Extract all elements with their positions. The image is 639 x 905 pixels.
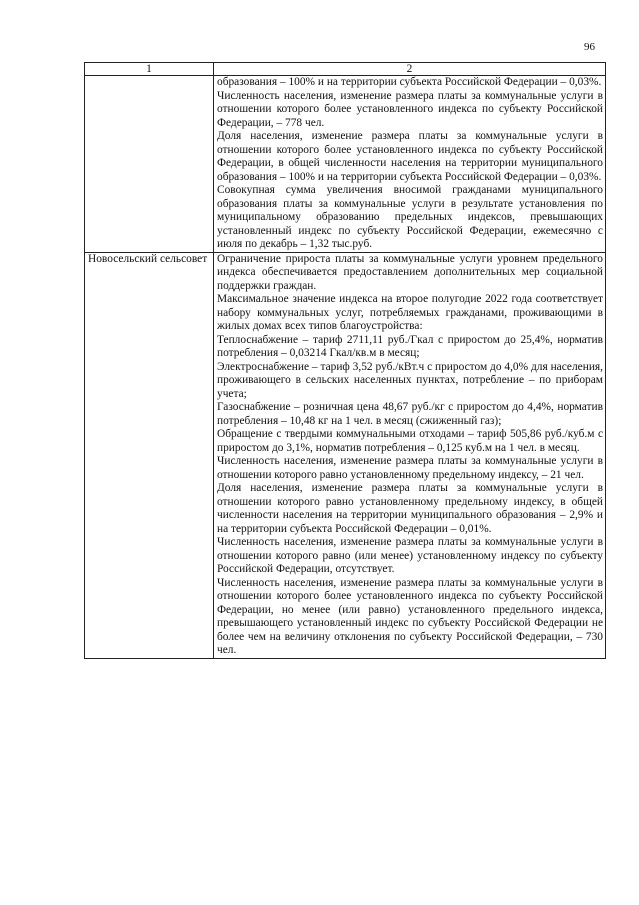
- municipal-index-table: [84, 62, 606, 659]
- region-cell-novoselsky: Новосельский сельсовет: [85, 252, 214, 658]
- paragraph: Максимальное значение индекса на второе полугодие 2022 года соответствует набору коммунальных услуг, потребляемых гражданами, проживающими в жилых домах всех типов благоустройства:: [217, 293, 603, 332]
- region-cell-continuation: [85, 76, 214, 253]
- paragraph: Электроснабжение – тариф 3,52 руб./кВт.ч с приростом до 4,0% для населения, проживающего в сельских населенных пунктах, потребление – по приборам учета;: [217, 360, 603, 400]
- table-row-continuation: [85, 76, 606, 253]
- paragraph: Доля населения, изменение размера платы за коммунальные услуги в отношении которого равно установленному предельному индексу, в общей численности населения на территории муниципального образования – 2,9% и на территории субъекта Российской Федерации – 0,01%.: [217, 482, 603, 535]
- table-row-novoselsky: [85, 252, 606, 658]
- description-cell-novoselsky: [214, 252, 606, 658]
- column-header-2: 2: [214, 63, 606, 76]
- paragraph: Совокупная сумма увеличения вносимой гражданами муниципального образования платы за коммунальные услуги в результате установления по муниципальному образованию предельных индексов, превышающих установленный индекс по субъекту Российской Федерации, ежемесячно с июля по декабрь – 1,32 тыс.руб.: [217, 184, 603, 250]
- page-number: 96: [584, 41, 595, 53]
- paragraph: образования – 100% и на территории субъекта Российской Федерации – 0,03%.: [217, 76, 602, 88]
- paragraph: Ограничение прироста платы за коммунальные услуги уровнем предельного индекса обеспечивается предоставлением дополнительных мер социальной поддержки граждан.: [217, 252, 603, 292]
- paragraph: Обращение с твердыми коммунальными отходами – тариф 505,86 руб./куб.м с приростом до 3,1%, норматив потребления – 0,125 куб.м на 1 чел. в месяц.: [217, 428, 603, 454]
- paragraph: Численность населения, изменение размера платы за коммунальные услуги в отношении которого равно установленному предельному индексу, – 21 чел.: [217, 455, 603, 481]
- column-header-1: 1: [85, 63, 214, 76]
- paragraph: Газоснабжение – розничная цена 48,67 руб./кг с приростом до 4,4%, норматив потребления – 10,48 кг на 1 чел. в месяц (сжиженный газ);: [217, 401, 603, 427]
- description-cell-continuation: [214, 76, 606, 253]
- paragraph: Численность населения, изменение размера платы за коммунальные услуги в отношении которого равно (или менее) установленному индексу по субъекту Российской Федерации, отсутствует.: [217, 536, 603, 575]
- paragraph: Доля населения, изменение размера платы за коммунальные услуги в отношении которого более установленного индекса по субъекту Российской Федерации, в общей численности населения на территории муниципального образования – 100% и на территории субъекта Российской Федерации – 0,03%.: [217, 130, 603, 183]
- paragraph: Теплоснабжение – тариф 2711,11 руб./Гкал с приростом до 25,4%, норматив потребления – 0,03214 Гкал/кв.м в месяц;: [217, 333, 603, 359]
- table-header-row: [85, 63, 606, 76]
- paragraph: Численность населения, изменение размера платы за коммунальные услуги в отношении которого более установленного индекса по субъекту Российской Федерации, – 778 чел.: [217, 89, 603, 129]
- paragraph: Численность населения, изменение размера платы за коммунальные услуги в отношении которого более установленного индекса по субъекту Российской Федерации, но менее (или равно) установленного предельного индекса, превышающего установленный индекс по субъекту Российской Федерации не более чем на величину отклонения по субъекту Российской Федерации, – 730 чел.: [217, 576, 603, 656]
